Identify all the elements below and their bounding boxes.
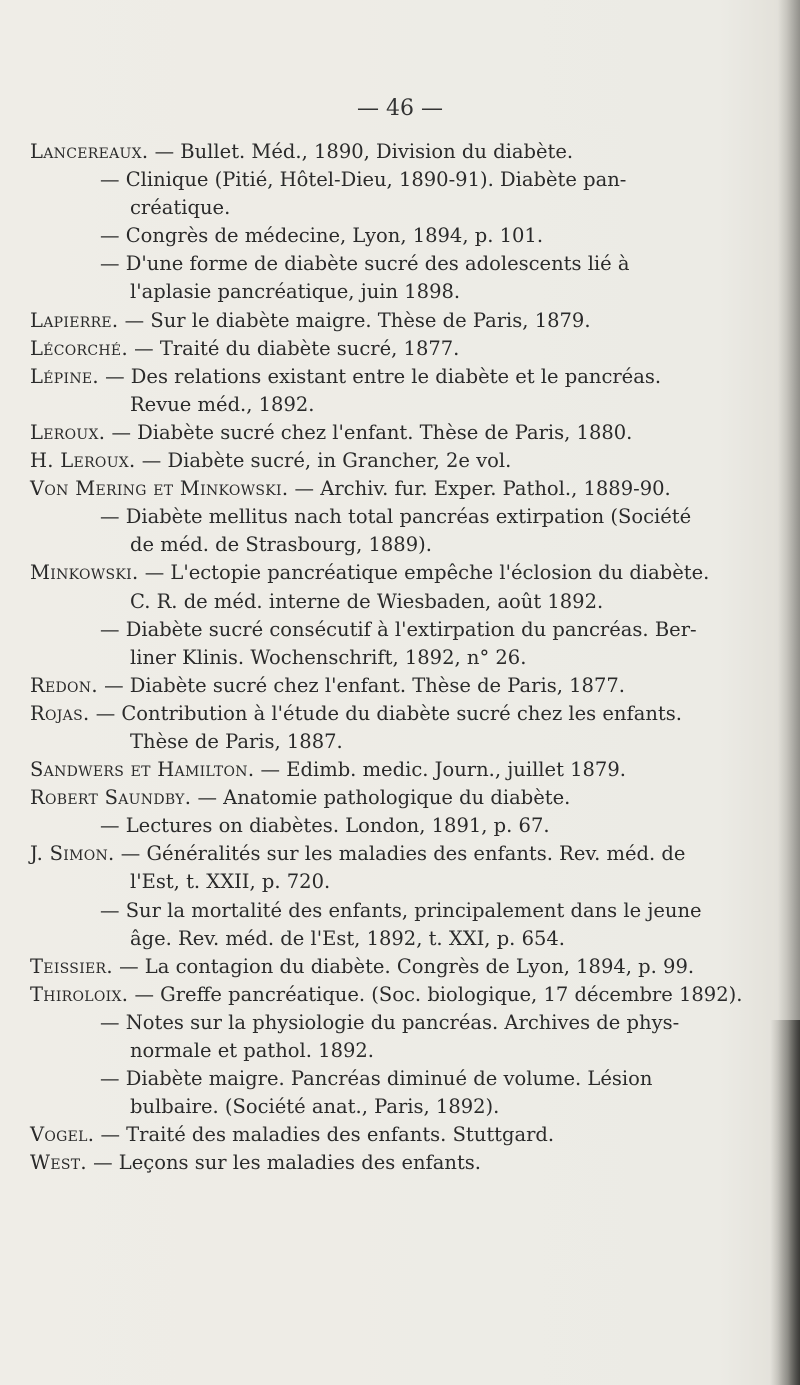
- entry-continuation-line: [30, 588, 770, 616]
- entry-first-line: [30, 1065, 770, 1093]
- entry-first-line: [30, 840, 770, 868]
- bibliography-entry: [30, 700, 770, 756]
- entry-text: — Diabète sucré chez l'enfant. Thèse de Paris, 1877.: [104, 673, 625, 697]
- entry-first-line: [30, 250, 770, 278]
- entry-text: âge. Rev. méd. de l'Est, 1892, t. XXI, p. 654.: [130, 926, 565, 950]
- bibliography-entry: [30, 784, 770, 812]
- entry-text: — La contagion du diabète. Congrès de Lyon, 1894, p. 99.: [119, 954, 695, 978]
- bibliography-entry: [30, 812, 770, 840]
- bibliography-entry: [30, 897, 770, 953]
- entry-text: — Diabète sucré consécutif à l'extirpation du pancréas. Ber-: [100, 617, 697, 641]
- entry-continuation-line: [30, 1037, 770, 1065]
- bibliography-entry: [30, 672, 770, 700]
- entry-continuation-line: [30, 728, 770, 756]
- entry-text: — Anatomie pathologique du diabète.: [197, 786, 571, 810]
- page-edge-dark-shadow: [770, 1020, 800, 1385]
- entry-first-line: [30, 672, 770, 700]
- entry-first-line: [30, 166, 770, 194]
- entry-continuation-line: [30, 925, 770, 953]
- bibliography-entry: [30, 559, 770, 615]
- entry-text: — Diabète mellitus nach total pancréas extirpation (Société: [100, 505, 692, 529]
- entry-author: Sandwers et Hamilton.: [30, 758, 255, 782]
- bibliography-entry: [30, 981, 770, 1009]
- entry-author: Lépine.: [30, 364, 99, 388]
- entry-first-line: [30, 503, 770, 531]
- entry-text: — L'ectopie pancréatique empêche l'éclosion du diabète.: [144, 561, 710, 585]
- entry-text: — Greffe pancréatique. (Soc. biologique, 17 décembre 1892).: [134, 982, 743, 1006]
- entry-text: — Sur la mortalité des enfants, principalement dans le jeune: [100, 898, 702, 922]
- entry-author: Von Mering et Minkowski.: [30, 477, 289, 501]
- entry-author: Teissier.: [30, 954, 113, 978]
- entry-first-line: [30, 1009, 770, 1037]
- entry-author: Lapierre.: [30, 308, 119, 332]
- entry-text: — Sur le diabète maigre. Thèse de Paris, 1879.: [124, 308, 591, 332]
- entry-continuation-line: [30, 868, 770, 896]
- entry-text: — D'une forme de diabète sucré des adolescents lié à: [100, 252, 630, 276]
- entry-text: — Archiv. fur. Exper. Pathol., 1889-90.: [294, 477, 671, 501]
- entry-author: H. Leroux.: [30, 449, 136, 473]
- entry-text: l'aplasie pancréatique, juin 1898.: [130, 280, 461, 304]
- bibliography-entry: [30, 1149, 770, 1177]
- entry-first-line: [30, 616, 770, 644]
- entry-first-line: [30, 138, 770, 166]
- entry-first-line: [30, 419, 770, 447]
- entry-text: C. R. de méd. interne de Wiesbaden, août 1892.: [130, 589, 604, 613]
- entry-text: créatique.: [130, 196, 231, 220]
- entry-author: Lécorché.: [30, 336, 128, 360]
- bibliography-entry: [30, 335, 770, 363]
- entry-author: Thiroloix.: [30, 982, 129, 1006]
- entry-first-line: [30, 700, 770, 728]
- entry-continuation-line: [30, 1093, 770, 1121]
- entry-text: liner Klinis. Wochenschrift, 1892, n° 26.: [130, 645, 527, 669]
- entry-text: Thèse de Paris, 1887.: [130, 729, 343, 753]
- entry-text: — Notes sur la physiologie du pancréas. Archives de phys-: [100, 1010, 680, 1034]
- bibliography-entry: [30, 447, 770, 475]
- bibliography-entry: [30, 953, 770, 981]
- bibliography-entry: [30, 1009, 770, 1065]
- entry-text: bulbaire. (Société anat., Paris, 1892).: [130, 1095, 500, 1119]
- entry-first-line: [30, 222, 770, 250]
- entry-text: — Leçons sur les maladies des enfants.: [93, 1151, 481, 1175]
- entry-continuation-line: [30, 194, 770, 222]
- entry-first-line: [30, 953, 770, 981]
- bibliography-entry: [30, 307, 770, 335]
- entry-first-line: [30, 1149, 770, 1177]
- entry-text: — Diabète sucré, in Grancher, 2e vol.: [141, 449, 512, 473]
- entry-first-line: [30, 981, 770, 1009]
- entry-text: — Traité des maladies des enfants. Stuttgard.: [100, 1123, 555, 1147]
- entry-first-line: [30, 363, 770, 391]
- bibliography-entry: [30, 250, 770, 306]
- entry-first-line: [30, 812, 770, 840]
- entry-text: — Edimb. medic. Journ., juillet 1879.: [260, 758, 626, 782]
- entry-continuation-line: [30, 391, 770, 419]
- entry-author: Rojas.: [30, 701, 90, 725]
- entry-continuation-line: [30, 531, 770, 559]
- entry-text: — Généralités sur les maladies des enfants. Rev. méd. de: [120, 842, 686, 866]
- entry-author: Robert Saundby.: [30, 786, 192, 810]
- bibliography-entry: [30, 475, 770, 503]
- entry-text: — Des relations existant entre le diabète et le pancréas.: [105, 364, 662, 388]
- entry-text: de méd. de Strasbourg, 1889).: [130, 533, 432, 557]
- bibliography-entry: [30, 756, 770, 784]
- bibliography-entry: [30, 363, 770, 419]
- entry-author: J. Simon.: [30, 842, 115, 866]
- bibliography-entry: [30, 616, 770, 672]
- entry-text: l'Est, t. XXII, p. 720.: [130, 870, 331, 894]
- entry-text: — Lectures on diabètes. London, 1891, p. 67.: [100, 814, 550, 838]
- bibliography-entry: [30, 166, 770, 222]
- entry-text: — Clinique (Pitié, Hôtel-Dieu, 1890-91). Diabète pan-: [100, 168, 627, 192]
- entry-first-line: [30, 447, 770, 475]
- entry-author: Minkowski.: [30, 561, 139, 585]
- entry-text: Revue méd., 1892.: [130, 392, 315, 416]
- entry-first-line: [30, 784, 770, 812]
- entry-text: — Diabète sucré chez l'enfant. Thèse de Paris, 1880.: [111, 420, 633, 444]
- entry-first-line: [30, 559, 770, 587]
- entry-first-line: [30, 307, 770, 335]
- bibliography-list: [30, 138, 770, 1177]
- entry-author: Redon.: [30, 673, 98, 697]
- entry-text: — Congrès de médecine, Lyon, 1894, p. 101.: [100, 224, 544, 248]
- entry-text: — Contribution à l'étude du diabète sucré chez les enfants.: [95, 701, 682, 725]
- entry-text: normale et pathol. 1892.: [130, 1039, 374, 1062]
- entry-continuation-line: [30, 644, 770, 672]
- bibliography-entry: [30, 419, 770, 447]
- entry-first-line: [30, 475, 770, 503]
- entry-author: West.: [30, 1151, 87, 1175]
- bibliography-entry: [30, 503, 770, 559]
- entry-text: — Bullet. Méd., 1890, Division du diabète.: [154, 140, 574, 163]
- bibliography-entry: [30, 1121, 770, 1149]
- entry-text: — Traité du diabète sucré, 1877.: [134, 336, 460, 360]
- entry-text: — Diabète maigre. Pancréas diminué de volume. Lésion: [100, 1067, 653, 1091]
- entry-continuation-line: [30, 278, 770, 306]
- bibliography-entry: [30, 1065, 770, 1121]
- entry-author: Lancereaux.: [30, 140, 149, 163]
- bibliography-entry: [30, 138, 770, 166]
- entry-first-line: [30, 756, 770, 784]
- bibliography-entry: [30, 222, 770, 250]
- bibliography-entry: [30, 840, 770, 896]
- entry-author: Vogel.: [30, 1123, 95, 1147]
- entry-first-line: [30, 897, 770, 925]
- entry-author: Leroux.: [30, 420, 106, 444]
- page-number: — 46 —: [357, 96, 443, 121]
- entry-first-line: [30, 335, 770, 363]
- entry-first-line: [30, 1121, 770, 1149]
